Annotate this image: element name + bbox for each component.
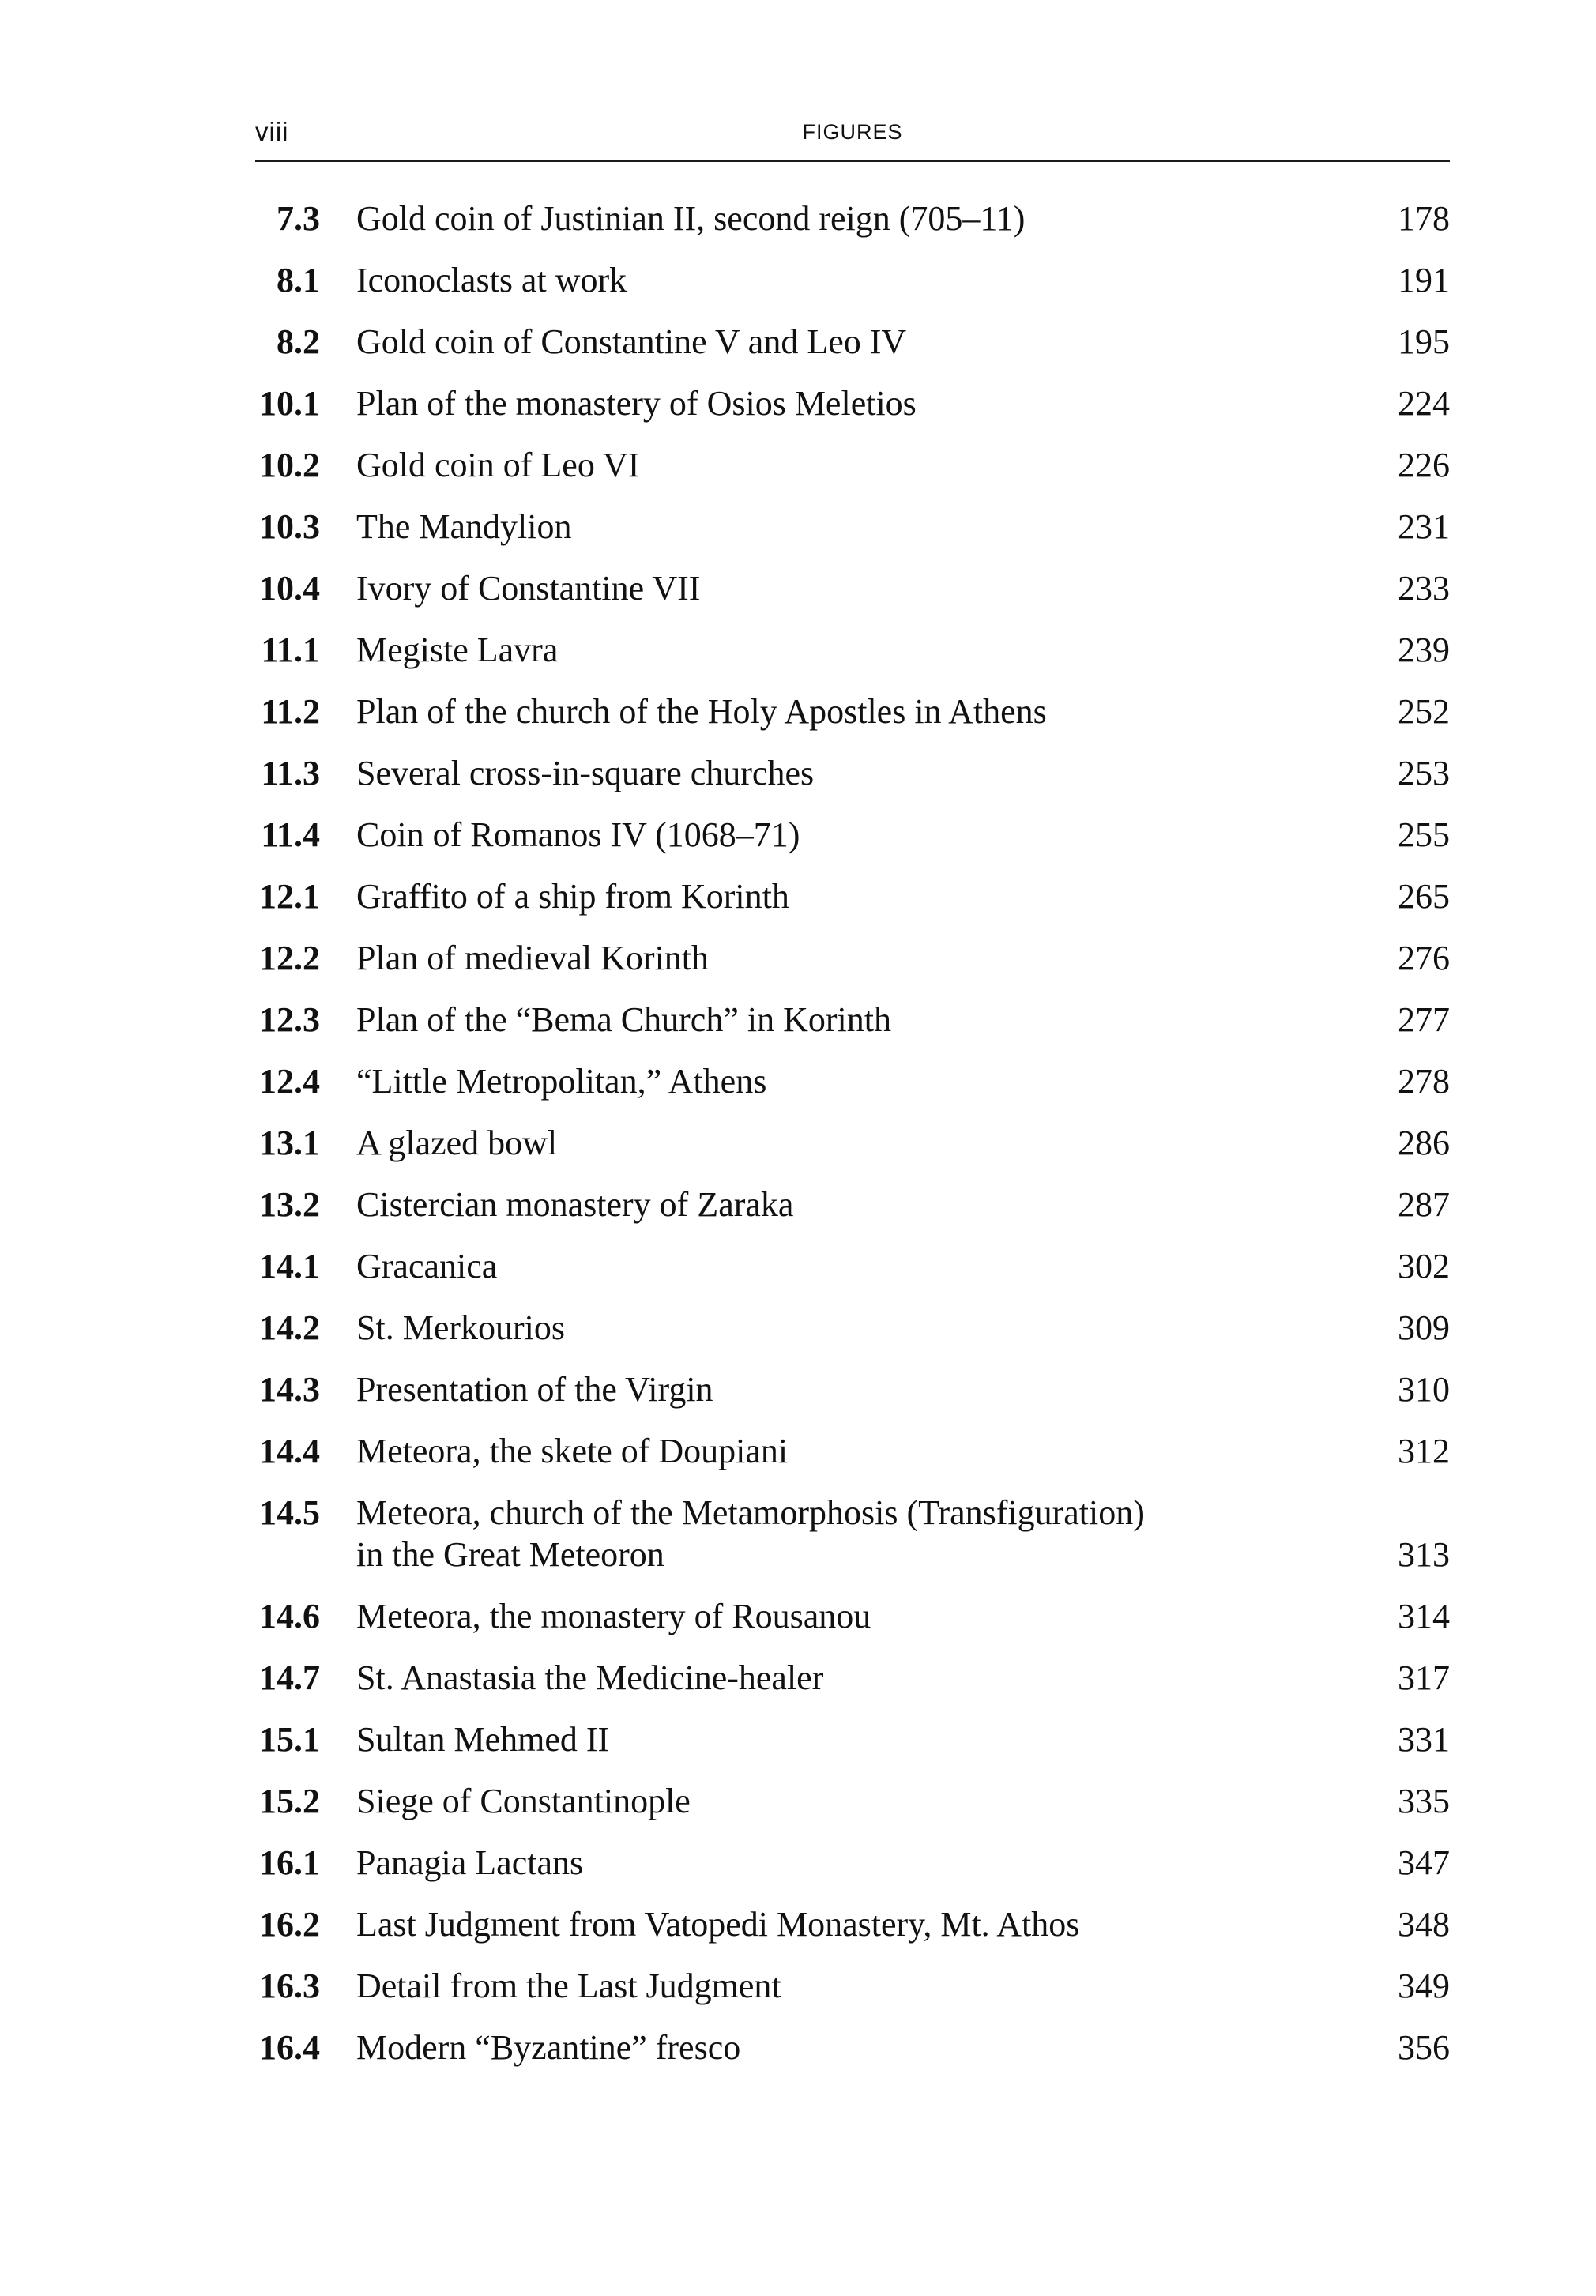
figure-number: 10.4 (259, 569, 320, 608)
figure-entry (255, 1595, 1450, 1637)
figure-caption: Iconoclasts at work (356, 261, 627, 299)
figure-number: 14.4 (259, 1432, 320, 1470)
figure-caption: Gold coin of Constantine V and Leo IV (356, 322, 907, 361)
figure-page-number: 233 (1398, 569, 1450, 608)
figure-entry (255, 1718, 1450, 1760)
figure-caption: Meteora, the monastery of Rousanou (356, 1597, 871, 1635)
figure-number: 13.2 (259, 1185, 320, 1224)
figure-entry (255, 382, 1450, 424)
figure-number: 14.6 (259, 1597, 320, 1635)
figure-entry (255, 875, 1450, 917)
figure-number: 12.1 (259, 877, 320, 916)
figure-entry (255, 2027, 1450, 2068)
figure-number: 8.2 (277, 322, 320, 361)
figure-caption: Modern “Byzantine” fresco (356, 2028, 741, 2067)
figure-caption: “Little Metropolitan,” Athens (356, 1062, 767, 1101)
figure-entry (255, 1842, 1450, 1884)
figure-entry (255, 1903, 1450, 1945)
figure-entry (255, 1965, 1450, 2007)
figure-caption: St. Anastasia the Medicine-healer (356, 1658, 824, 1697)
figure-entry (255, 629, 1450, 671)
figure-number: 16.4 (259, 2028, 320, 2067)
figure-caption: Plan of the monastery of Osios Meletios (356, 384, 917, 423)
figure-number: 12.3 (259, 1000, 320, 1039)
figure-caption: A glazed bowl (356, 1124, 558, 1162)
figure-number: 16.2 (259, 1905, 320, 1944)
figure-number: 11.3 (261, 754, 320, 792)
figure-entry (255, 752, 1450, 794)
figure-page-number: 347 (1398, 1843, 1450, 1882)
figure-page-number: 349 (1398, 1967, 1450, 2005)
figure-entry (255, 259, 1450, 301)
figure-entry (255, 1060, 1450, 1102)
figure-caption: Graffito of a ship from Korinth (356, 877, 789, 916)
figure-entry (255, 1657, 1450, 1699)
figure-page-number: 277 (1398, 1000, 1450, 1039)
figure-caption: Several cross-in-square churches (356, 754, 815, 792)
figure-number: 13.1 (259, 1124, 320, 1162)
figure-caption: Plan of the church of the Holy Apostles in Athens (356, 692, 1047, 731)
figure-page-number: 286 (1398, 1124, 1450, 1162)
figure-page-number: 226 (1398, 446, 1450, 484)
figure-caption: Siege of Constantinople (356, 1782, 691, 1820)
figure-caption: Panagia Lactans (356, 1843, 584, 1882)
figure-number: 7.3 (277, 199, 320, 238)
figure-number: 12.2 (259, 939, 320, 977)
figure-entry (255, 321, 1450, 363)
figure-page-number: 331 (1398, 1720, 1450, 1759)
figure-entry (255, 1245, 1450, 1287)
figure-entry (255, 1368, 1450, 1410)
figure-page-number: 239 (1398, 630, 1450, 669)
figure-page-number: 253 (1398, 754, 1450, 792)
figure-caption: Detail from the Last Judgment (356, 1967, 781, 2005)
figure-entry (255, 691, 1450, 732)
figure-page-number: 195 (1398, 322, 1450, 361)
figure-page-number: 278 (1398, 1062, 1450, 1101)
figure-entry (255, 198, 1450, 239)
figure-number: 11.1 (261, 630, 320, 669)
figure-number: 10.3 (259, 507, 320, 546)
figure-caption: Meteora, church of the Metamorphosis (Transfiguration) in the Great Meteoron (356, 1493, 1145, 1574)
figure-page-number: 356 (1398, 2028, 1450, 2067)
figure-entry (255, 444, 1450, 486)
figure-caption: Gold coin of Justinian II, second reign (705–11) (356, 199, 1026, 238)
figure-entry (255, 1430, 1450, 1472)
figure-page-number: 335 (1398, 1782, 1450, 1820)
figure-number: 12.4 (259, 1062, 320, 1101)
figure-number: 14.5 (259, 1493, 320, 1532)
figure-page-number: 224 (1398, 384, 1450, 423)
figure-caption: Presentation of the Virgin (356, 1370, 713, 1409)
figure-caption: Gold coin of Leo VI (356, 446, 640, 484)
figure-entry (255, 567, 1450, 609)
figure-number: 10.1 (259, 384, 320, 423)
figure-entry (255, 1307, 1450, 1349)
figure-page-number: 309 (1398, 1308, 1450, 1347)
figure-page-number: 310 (1398, 1370, 1450, 1409)
figure-number: 15.2 (259, 1782, 320, 1820)
figure-page-number: 231 (1398, 507, 1450, 546)
figure-caption: The Mandylion (356, 507, 572, 546)
figure-number: 15.1 (259, 1720, 320, 1759)
figure-caption: Cistercian monastery of Zaraka (356, 1185, 794, 1224)
figure-number: 14.7 (259, 1658, 320, 1697)
figure-caption: Meteora, the skete of Doupiani (356, 1432, 789, 1470)
figure-number: 11.2 (261, 692, 320, 731)
figure-entry (255, 1780, 1450, 1822)
figure-caption: Megiste Lavra (356, 630, 559, 669)
figure-number: 10.2 (259, 446, 320, 484)
figure-page-number: 313 (1398, 1535, 1450, 1574)
figure-page-number: 191 (1398, 261, 1450, 299)
figure-caption: Ivory of Constantine VII (356, 569, 701, 608)
figure-caption: St. Merkourios (356, 1308, 565, 1347)
figure-page-number: 287 (1398, 1185, 1450, 1224)
figure-entry (255, 814, 1450, 856)
figure-caption: Plan of medieval Korinth (356, 939, 710, 977)
figure-page-number: 317 (1398, 1658, 1450, 1697)
figure-caption: Last Judgment from Vatopedi Monastery, Mt. Athos (356, 1905, 1080, 1944)
figure-entry (255, 506, 1450, 548)
figure-number: 8.1 (277, 261, 320, 299)
figure-page-number: 265 (1398, 877, 1450, 916)
figure-entry (255, 1184, 1450, 1225)
figure-page-number: 302 (1398, 1247, 1450, 1285)
figure-page-number: 314 (1398, 1597, 1450, 1635)
figure-page-number: 255 (1398, 815, 1450, 854)
figure-page-number: 252 (1398, 692, 1450, 731)
figure-entry (255, 1492, 1450, 1575)
figure-page-number: 276 (1398, 939, 1450, 977)
figure-number: 16.3 (259, 1967, 320, 2005)
figure-caption: Coin of Romanos IV (1068–71) (356, 815, 800, 854)
figure-number: 14.1 (259, 1247, 320, 1285)
page-number: viii (255, 117, 289, 146)
figure-number: 16.1 (259, 1843, 320, 1882)
figure-list (255, 198, 1450, 2088)
figure-page-number: 178 (1398, 199, 1450, 238)
figure-page-number: 312 (1398, 1432, 1450, 1470)
figure-number: 11.4 (261, 815, 320, 854)
figure-number: 14.3 (259, 1370, 320, 1409)
section-title: FIGURES (802, 120, 903, 144)
figure-entry (255, 1122, 1450, 1164)
figure-number: 14.2 (259, 1308, 320, 1347)
figure-caption: Sultan Mehmed II (356, 1720, 610, 1759)
running-head (255, 112, 1450, 162)
figure-caption: Plan of the “Bema Church” in Korinth (356, 1000, 891, 1039)
figure-caption: Gracanica (356, 1247, 498, 1285)
figure-page-number: 348 (1398, 1905, 1450, 1944)
figure-entry (255, 999, 1450, 1041)
figure-entry (255, 937, 1450, 979)
